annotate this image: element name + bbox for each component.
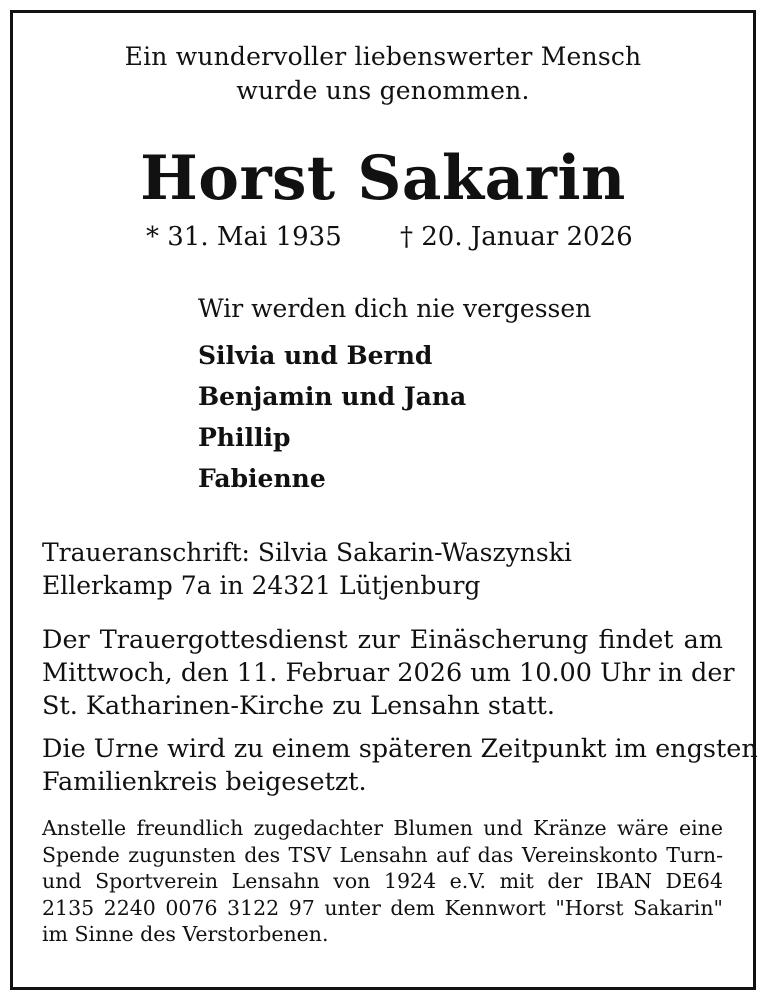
donation-line: Anstelle freundlich zugedachter Blumen und Kränze wäre eine <box>42 816 723 840</box>
mourner-name: Benjamin und Jana <box>198 382 467 411</box>
urn-line: Familienkreis beigesetzt. <box>42 767 367 797</box>
intro-line-2: wurde uns genommen. <box>236 76 530 105</box>
birth-date: * 31. Mai 1935 <box>146 222 342 252</box>
mourning-address-line-2: Ellerkamp 7a in 24321 Lütjenburg <box>42 571 481 600</box>
donation-line: und Sportverein Lensahn von 1924 e.V. mit der IBAN DE64 <box>42 869 723 893</box>
remembrance-phrase: Wir werden dich nie vergessen <box>198 294 592 323</box>
donation-line: im Sinne des Verstorbenen. <box>42 922 329 946</box>
deceased-name: Horst Sakarin <box>140 143 626 214</box>
donation-paragraph <box>42 815 723 948</box>
mourner-name: Silvia und Bernd <box>198 341 433 370</box>
death-date: † 20. Januar 2026 <box>400 222 633 252</box>
intro-line-1: Ein wundervoller liebenswerter Mensch <box>124 42 642 71</box>
mourning-address-line-1: Traueranschrift: Silvia Sakarin-Waszynski <box>42 538 572 567</box>
service-paragraph <box>42 624 735 723</box>
service-line: Mittwoch, den 11. Februar 2026 um 10.00 Uhr in der <box>42 658 735 688</box>
urn-paragraph <box>42 733 758 799</box>
mourner-name: Phillip <box>198 423 291 452</box>
service-line: Der Trauergottesdienst zur Einäscherung findet am <box>42 625 723 655</box>
donation-line: Spende zugunsten des TSV Lensahn auf das Vereinskonto Turn- <box>42 842 723 867</box>
urn-line: Die Urne wird zu einem späteren Zeitpunkt im engsten <box>42 734 758 764</box>
mourner-name: Fabienne <box>198 464 326 493</box>
donation-line: 2135 2240 0076 3122 97 unter dem Kennwort "Horst Sakarin" <box>42 895 723 920</box>
service-line: St. Katharinen-Kirche zu Lensahn statt. <box>42 691 556 721</box>
